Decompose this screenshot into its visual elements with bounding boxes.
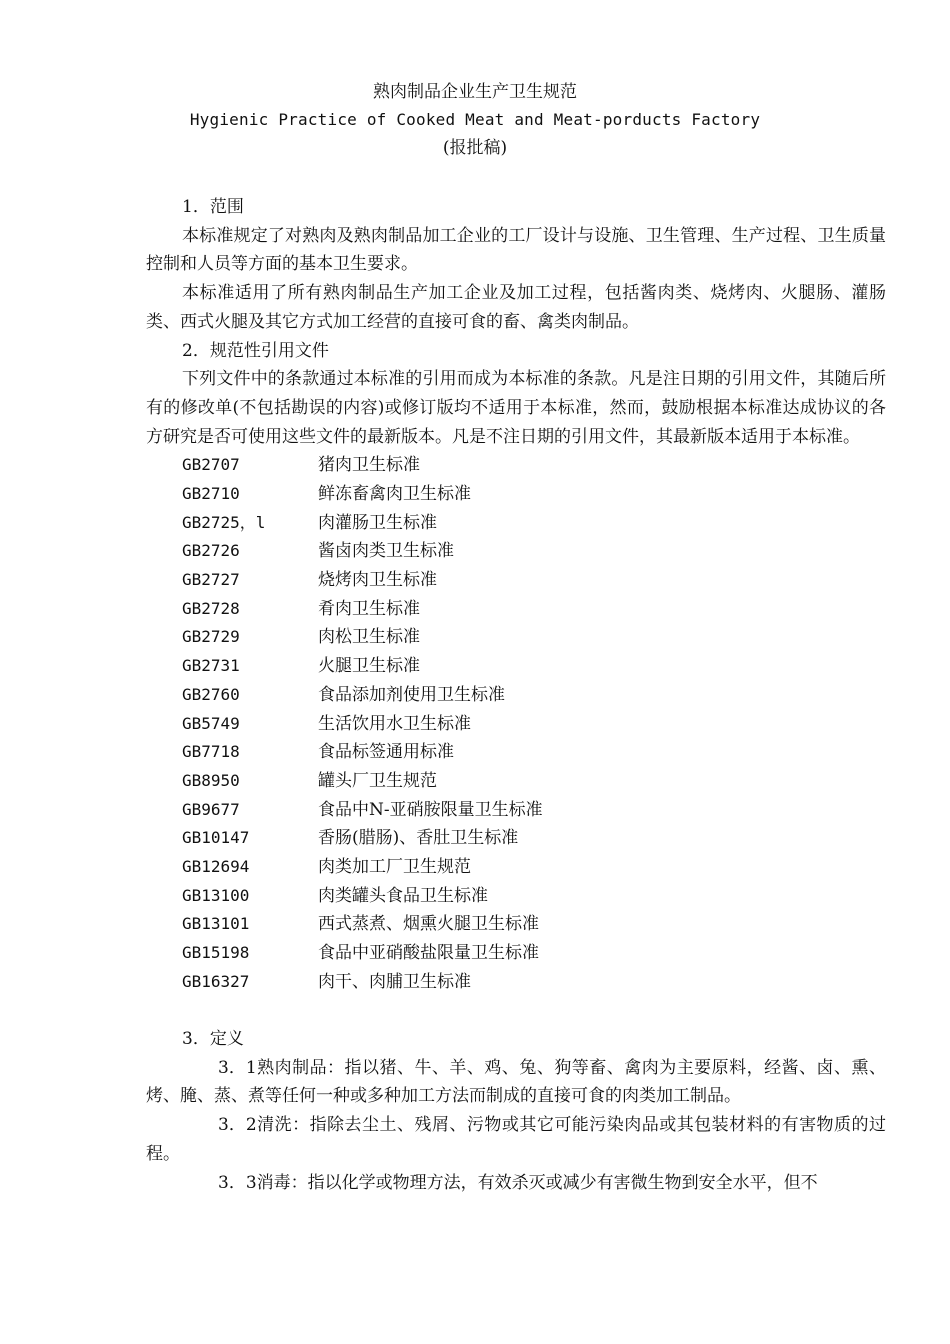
reference-row (146, 882, 886, 911)
document-status: (报批稿) (442, 138, 508, 158)
reference-row (146, 796, 886, 825)
definition-item (146, 1054, 886, 1111)
reference-title: 鲜冻畜禽肉卫生标准 (318, 484, 471, 505)
reference-code: GB9677 (182, 799, 240, 819)
reference-title: 食品中N-亚硝胺限量卫生标准 (318, 799, 543, 820)
scope-paragraph-1: 本标准规定了对熟肉及熟肉制品加工企业的工厂设计与设施、卫生管理、生产过程、卫生质量控制和人员等方面的基本卫生要求。 (146, 225, 886, 275)
reference-code: GB16327 (182, 971, 250, 991)
reference-title: 生活饮用水卫生标准 (318, 713, 471, 734)
title-block (0, 78, 950, 162)
reference-title: 罐头厂卫生规范 (318, 770, 437, 791)
reference-row (146, 853, 886, 882)
reference-title: 酱卤肉类卫生标准 (318, 541, 454, 562)
reference-code: GB2707 (182, 455, 240, 475)
reference-row (146, 623, 886, 652)
reference-row (146, 738, 886, 767)
definition-number: 3．3 (218, 1172, 257, 1193)
reference-code: GB2726 (182, 541, 240, 561)
reference-row (146, 595, 886, 624)
reference-title: 香肠(腊肠)、香肚卫生标准 (318, 828, 519, 849)
reference-title: 食品添加剂使用卫生标准 (318, 684, 505, 705)
reference-row (146, 968, 886, 997)
reference-row (146, 710, 886, 739)
reference-row (146, 480, 886, 509)
reference-title: 食品标签通用标准 (318, 742, 454, 763)
definition-text: 熟肉制品：指以猪、牛、羊、鸡、兔、狗等畜、禽肉为主要原料，经酱、卤、熏、烤、腌、蒸、煮等任何一种或多种加工方法而制成的直接可食的肉类加工制品。 (146, 1057, 886, 1107)
reference-title: 食品中亚硝酸盐限量卫生标准 (318, 943, 539, 964)
reference-code: GB13100 (182, 885, 250, 905)
reference-code: GB13101 (182, 914, 250, 934)
document-title-en: Hygienic Practice of Cooked Meat and Meat-porducts Factory (189, 110, 761, 129)
reference-row (146, 509, 886, 538)
reference-title: 火腿卫生标准 (318, 656, 420, 677)
reference-row (146, 652, 886, 681)
reference-code: GB2760 (182, 684, 240, 704)
section-heading-definitions: 3．定义 (182, 1029, 244, 1050)
reference-title: 肉灌肠卫生标准 (318, 512, 437, 533)
document-title-cn: 熟肉制品企业生产卫生规范 (373, 82, 577, 102)
reference-code: GB10147 (182, 828, 250, 848)
reference-title: 烧烤肉卫生标准 (318, 570, 437, 591)
definition-text: 清洗：指除去尘土、残屑、污物或其它可能污染肉品或其包装材料的有害物质的过程。 (146, 1115, 886, 1164)
scope-paragraph-2: 本标准适用了所有熟肉制品生产加工企业及加工过程，包括酱肉类、烧烤肉、火腿肠、灌肠类、西式火腿及其它方式加工经营的直接可食的畜、禽类肉制品。 (146, 283, 886, 332)
references-intro: 下列文件中的条款通过本标准的引用而成为本标准的条款。凡是注日期的引用文件，其随后所有的修改单(不包括勘误的内容)或修订版均不适用于本标准，然而，鼓励根据本标准达成协议的各方研究是否可使用这些文件的最新版本。凡是不注日期的引用文件，其最新版本适用于本标准。 (146, 369, 886, 447)
reference-title: 肉松卫生标准 (318, 627, 420, 648)
reference-row (146, 451, 886, 480)
document-body (146, 193, 886, 1197)
definition-item (146, 1111, 886, 1168)
reference-code: GB2710 (182, 484, 240, 504)
reference-row (146, 767, 886, 796)
reference-code: GB2729 (182, 627, 240, 647)
reference-row (146, 566, 886, 595)
reference-code: GB7718 (182, 742, 240, 762)
reference-code: GB2731 (182, 656, 240, 676)
section-heading-references: 2．规范性引用文件 (182, 340, 329, 361)
reference-list (146, 451, 886, 996)
reference-code: GB2725，l (182, 512, 266, 532)
reference-code: GB12694 (182, 856, 250, 876)
section-heading-scope: 1．范围 (182, 197, 244, 217)
reference-row (146, 681, 886, 710)
reference-title: 猪肉卫生标准 (318, 455, 420, 476)
definition-number: 3．2 (218, 1115, 257, 1136)
reference-code: GB15198 (182, 943, 250, 963)
definition-text: 消毒：指以化学或物理方法，有效杀灭或减少有害微生物到安全水平，但不 (256, 1172, 818, 1193)
reference-code: GB5749 (182, 713, 240, 733)
reference-title: 肉类加工厂卫生规范 (318, 856, 471, 877)
reference-title: 肉类罐头食品卫生标准 (318, 885, 488, 906)
reference-title: 肉干、肉脯卫生标准 (318, 971, 471, 992)
definition-number: 3．1 (218, 1057, 257, 1078)
reference-row (146, 939, 886, 968)
reference-code: GB2727 (182, 570, 240, 590)
reference-title: 西式蒸煮、烟熏火腿卫生标准 (318, 914, 539, 935)
reference-row (146, 824, 886, 853)
reference-code: GB8950 (182, 770, 240, 790)
reference-row (146, 910, 886, 939)
reference-row (146, 537, 886, 566)
reference-code: GB2728 (182, 598, 240, 618)
section-spacer (146, 996, 886, 1025)
definition-item (146, 1169, 886, 1198)
reference-title: 肴肉卫生标准 (318, 598, 420, 619)
